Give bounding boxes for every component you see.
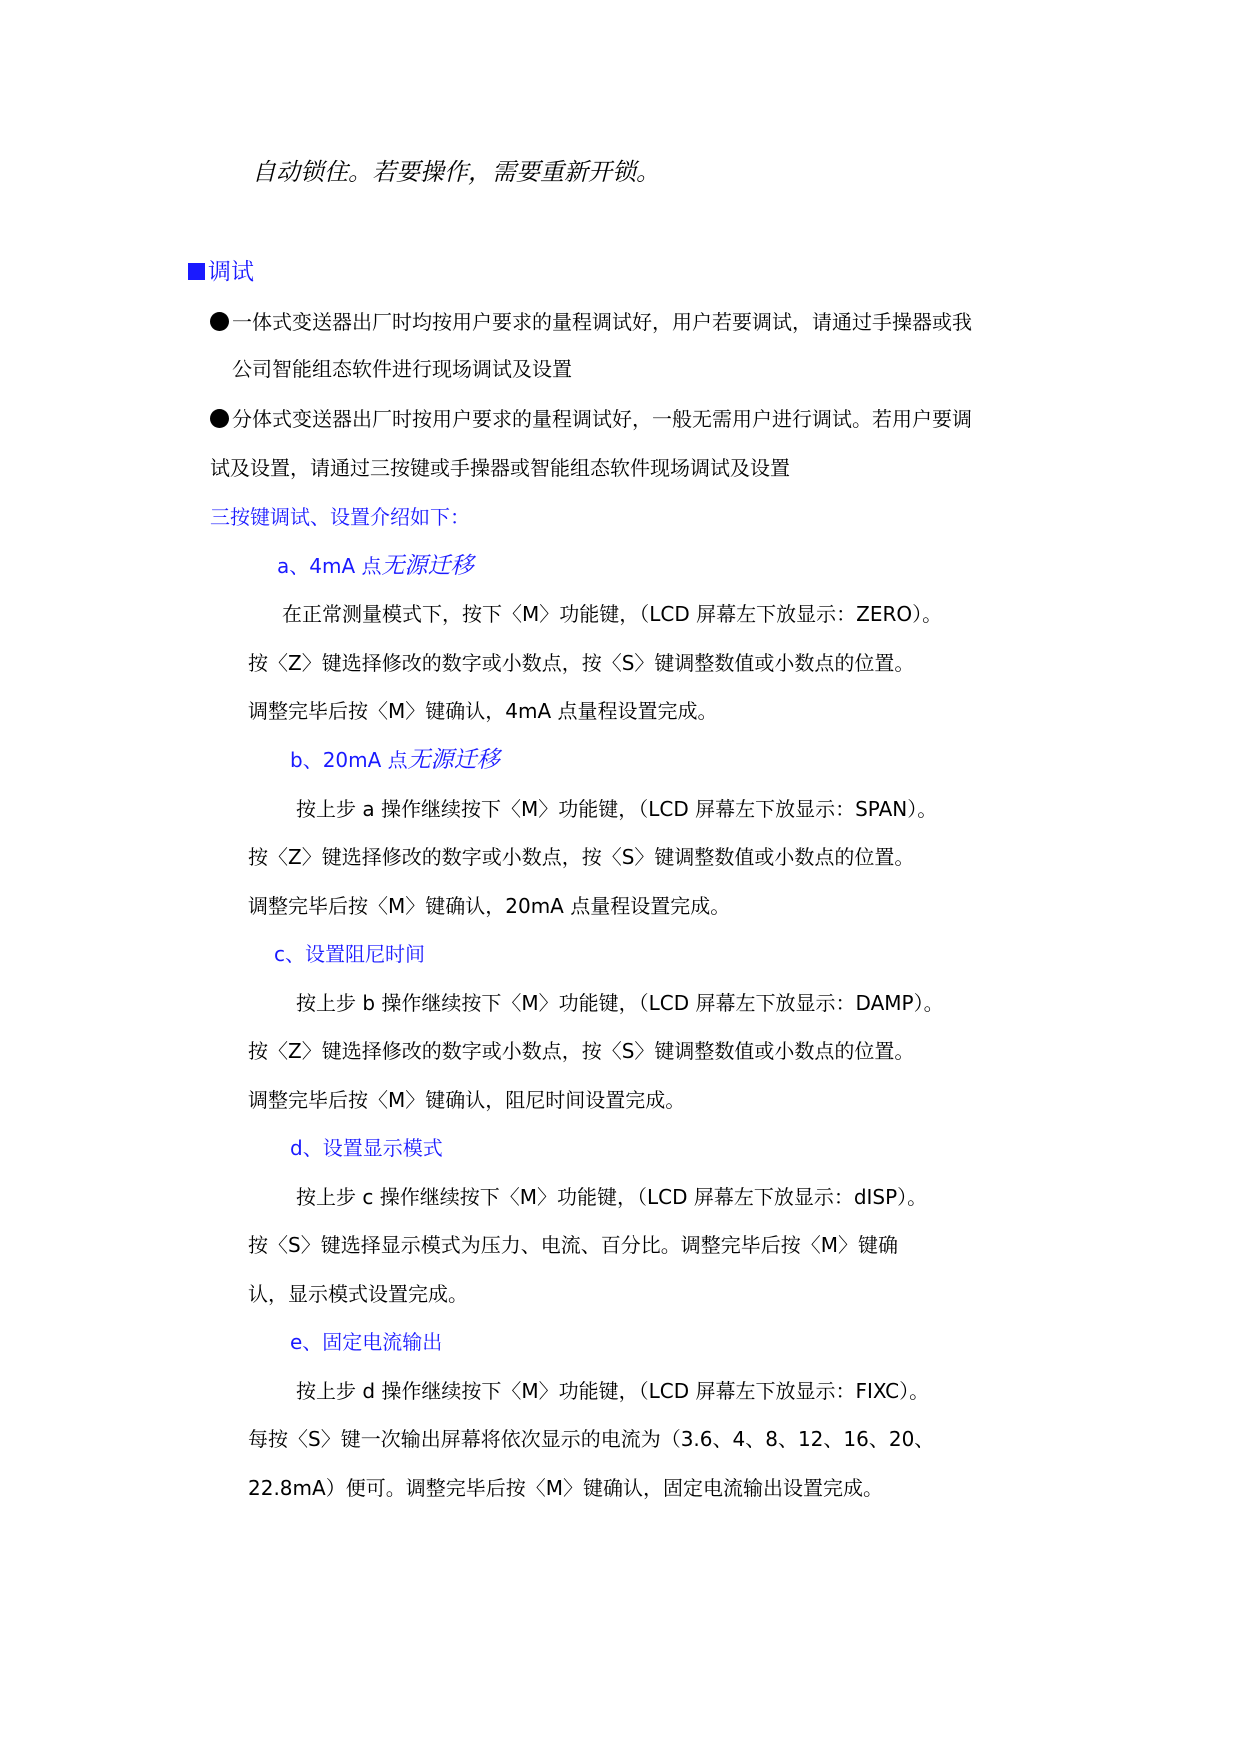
bullet-2-line-1: 分体式变送器出厂时按用户要求的量程调试好，一般无需用户进行调试。若用户要调 bbox=[210, 405, 972, 433]
bullet-dot-icon bbox=[210, 409, 229, 428]
bullet-1-line-2: 公司智能组态软件进行现场调试及设置 bbox=[232, 357, 572, 381]
continued-text: 自动锁住。若要操作，需要重新开锁。 bbox=[252, 158, 660, 186]
step-d-heading: d、设置显示模式 bbox=[290, 1136, 443, 1160]
step-e-line-1: 按上步 d 操作继续按下〈M〉功能键，（LCD 屏幕左下放显示：FIXC）。 bbox=[296, 1379, 930, 1403]
step-e-line-3: 22.8mA）便可。调整完毕后按〈M〉键确认，固定电流输出设置完成。 bbox=[248, 1476, 883, 1500]
section-title: 调试 bbox=[208, 259, 254, 285]
step-b-heading: b、20mA 点无源迁移 bbox=[290, 747, 500, 773]
step-d-line-3: 认，显示模式设置完成。 bbox=[248, 1282, 468, 1306]
step-e-line-2: 每按〈S〉键一次输出屏幕将依次显示的电流为（3.6、4、8、12、16、20、 bbox=[248, 1427, 935, 1451]
square-bullet-icon bbox=[188, 263, 205, 280]
section-heading bbox=[188, 258, 254, 286]
step-e-heading: e、固定电流输出 bbox=[290, 1330, 443, 1354]
step-a-line-1: 在正常测量模式下，按下〈M〉功能键，（LCD 屏幕左下放显示：ZERO）。 bbox=[282, 602, 943, 626]
step-c-line-3: 调整完毕后按〈M〉键确认，阻尼时间设置完成。 bbox=[248, 1088, 686, 1112]
intro-line: 三按键调试、设置介绍如下： bbox=[210, 505, 470, 529]
bullet-1-line-1: 一体式变送器出厂时均按用户要求的量程调试好，用户若要调试，请通过手操器或我 bbox=[210, 308, 972, 336]
step-b-line-2: 按〈Z〉键选择修改的数字或小数点，按〈S〉键调整数值或小数点的位置。 bbox=[248, 845, 915, 869]
step-a-heading: a、4mA 点无源迁移 bbox=[277, 553, 474, 579]
step-d-line-2: 按〈S〉键选择显示模式为压力、电流、百分比。调整完毕后按〈M〉键确 bbox=[248, 1233, 898, 1257]
step-c-line-1: 按上步 b 操作继续按下〈M〉功能键，（LCD 屏幕左下放显示：DAMP）。 bbox=[296, 991, 944, 1015]
bullet-dot-icon bbox=[210, 312, 229, 331]
step-d-line-1: 按上步 c 操作继续按下〈M〉功能键，（LCD 屏幕左下放显示：dISP）。 bbox=[296, 1185, 928, 1209]
step-c-heading: c、设置阻尼时间 bbox=[274, 942, 425, 966]
step-c-line-2: 按〈Z〉键选择修改的数字或小数点，按〈S〉键调整数值或小数点的位置。 bbox=[248, 1039, 915, 1063]
step-a-line-3: 调整完毕后按〈M〉键确认，4mA 点量程设置完成。 bbox=[248, 699, 718, 723]
bullet-2-line-2: 试及设置，请通过三按键或手操器或智能组态软件现场调试及设置 bbox=[210, 456, 790, 480]
step-a-line-2: 按〈Z〉键选择修改的数字或小数点，按〈S〉键调整数值或小数点的位置。 bbox=[248, 651, 915, 675]
step-b-line-3: 调整完毕后按〈M〉键确认，20mA 点量程设置完成。 bbox=[248, 894, 731, 918]
step-b-line-1: 按上步 a 操作继续按下〈M〉功能键，（LCD 屏幕左下放显示：SPAN）。 bbox=[296, 797, 938, 821]
